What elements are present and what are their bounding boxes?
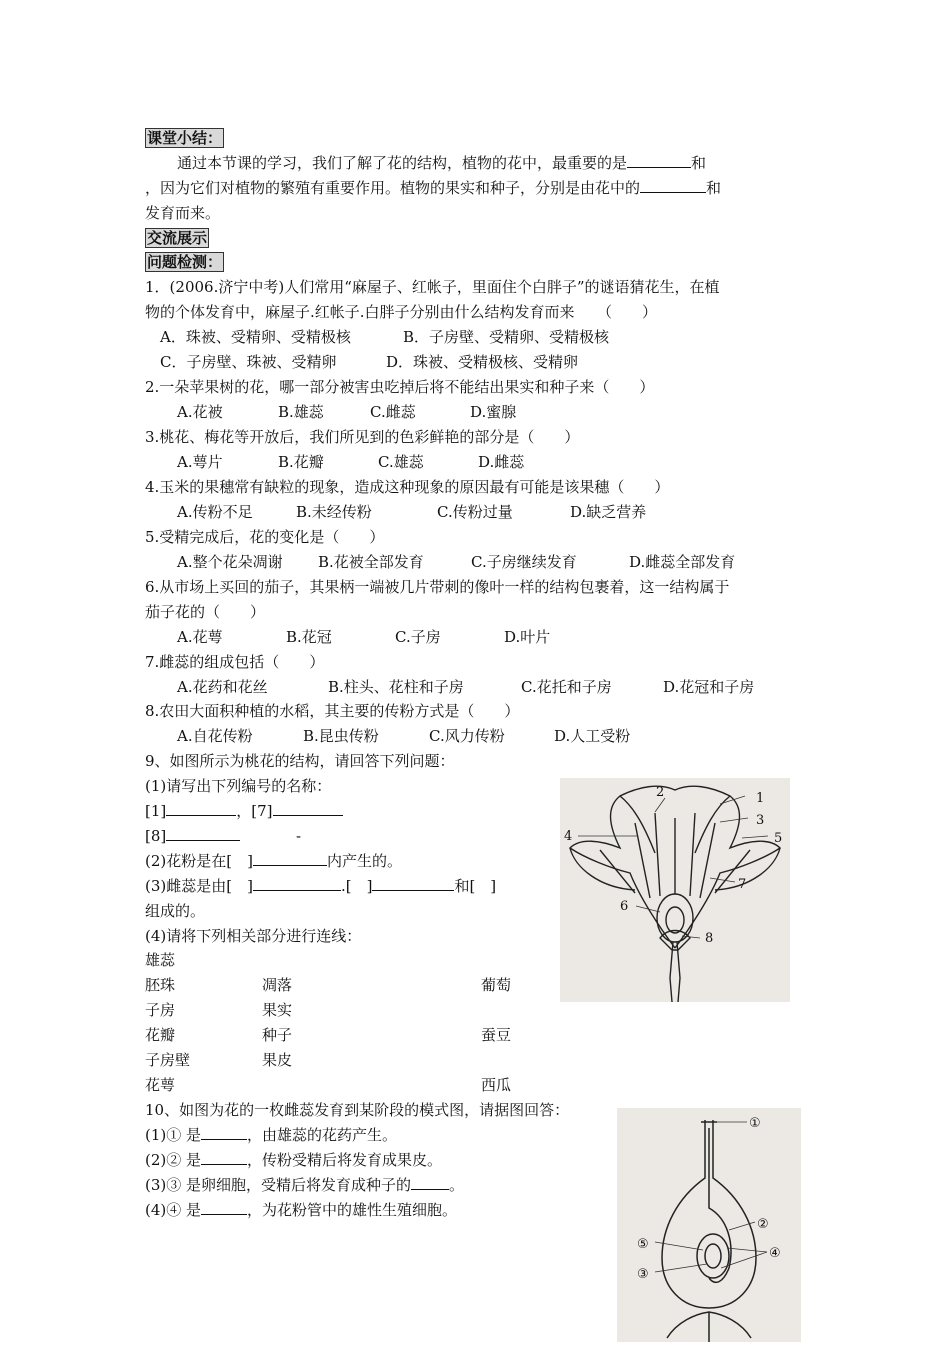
q7-option-b[interactable]: B.柱头、花柱和子房 (328, 678, 464, 696)
q3-stem: 3.桃花、梅花等开放后，我们所见到的色彩鲜艳的部分是（ ） (145, 428, 580, 446)
q7-option-d[interactable]: D.花冠和子房 (663, 678, 755, 696)
q8-option-c[interactable]: C.风力传粉 (429, 727, 505, 745)
q2-option-d[interactable]: D.蜜腺 (470, 403, 517, 421)
q4-stem: 4.玉米的果穗常有缺粒的现象，造成这种现象的原因最有可能是该果穗（ ） (145, 478, 670, 496)
match-right-1[interactable]: 蚕豆 (481, 1026, 512, 1044)
q9-text: 和[ ] (454, 877, 497, 895)
q8-option-a[interactable]: A.自花传粉 (177, 727, 253, 745)
q10-text: (4)④ 是 (145, 1201, 202, 1219)
fig-label: ② (757, 1217, 769, 1232)
match-mid-0[interactable]: 凋落 (262, 976, 293, 994)
q5-option-b[interactable]: B.花被全部发育 (318, 553, 424, 571)
q9-text: 内产生的。 (326, 852, 402, 870)
q9-part1: (1)请写出下列编号的名称： (145, 777, 332, 795)
q9-part1-blanks-a (145, 801, 343, 821)
match-left-3[interactable]: 花瓣 (145, 1026, 176, 1044)
label-ref: [1] (145, 802, 167, 820)
q1-stem-2: 物的个体发育中，麻屋子.红帐子.白胖子分别由什么结构发育而来 （ ） (145, 303, 658, 321)
q8-option-d[interactable]: D.人工受粉 (554, 727, 631, 745)
q1-option-a[interactable]: A．珠被、受精卵、受精极核 (160, 328, 351, 346)
summary-text: ，因为它们对植物的繁殖有重要作用。植物的果实和种子，分别是由花中的 (145, 179, 641, 197)
answer-blank[interactable] (640, 178, 706, 193)
match-left-5[interactable]: 花萼 (145, 1076, 176, 1094)
label-ref: [7] (251, 802, 273, 820)
q10-text: (1)① 是 (145, 1126, 202, 1144)
answer-blank[interactable] (372, 876, 454, 891)
summary-text: 通过本节课的学习，我们了解了花的结构，植物的花中，最重要的是 (177, 154, 628, 172)
match-left-2[interactable]: 子房 (145, 1001, 176, 1019)
q7-option-a[interactable]: A.花药和花丝 (177, 678, 268, 696)
fig-label: 4 (564, 829, 573, 844)
q5-option-a[interactable]: A.整个花朵凋谢 (177, 553, 283, 571)
q10-text: ，由雄蕊的花药产生。 (247, 1126, 398, 1144)
q10-text: (3)③ 是卵细胞，受精后将发育成种子的 (145, 1176, 412, 1194)
q2-option-b[interactable]: B.雄蕊 (278, 403, 324, 421)
q6-stem-2: 茄子花的（ ） (145, 603, 266, 621)
fig-label: 3 (756, 813, 765, 828)
q10-text: ，为花粉管中的雄性生殖细胞。 (247, 1201, 458, 1219)
q10-text: ，传粉受精后将发育成果皮。 (247, 1151, 443, 1169)
label-ref: [8] (145, 827, 167, 845)
summary-line-2 (145, 178, 721, 198)
q9-stem: 9、如图所示为桃花的结构，请回答下列问题： (145, 752, 455, 770)
q2-option-a[interactable]: A.花被 (177, 403, 223, 421)
fig-label: 5 (774, 831, 783, 846)
match-right-0[interactable]: 葡萄 (481, 976, 512, 994)
q10-text: 。 (449, 1176, 465, 1194)
answer-blank[interactable] (166, 801, 236, 816)
q10-part3 (145, 1175, 464, 1195)
pistil-figure (617, 1108, 801, 1342)
q5-stem: 5.受精完成后，花的变化是（ ） (145, 528, 385, 546)
q10-part1 (145, 1125, 397, 1145)
q7-option-c[interactable]: C.花托和子房 (521, 678, 612, 696)
q6-option-b[interactable]: B.花冠 (286, 628, 332, 646)
answer-blank[interactable] (201, 1125, 247, 1140)
q1-option-b[interactable]: B．子房壁、受精卵、受精极核 (403, 328, 610, 346)
q3-option-a[interactable]: A.萼片 (177, 453, 223, 471)
summary-line-3: 发育而来。 (145, 204, 221, 222)
q9-text: .[ ] (340, 877, 373, 895)
q4-option-d[interactable]: D.缺乏营养 (570, 503, 647, 521)
flower-diagram (560, 778, 790, 1002)
q9-part3 (145, 876, 496, 896)
q5-option-d[interactable]: D.雌蕊全部发育 (629, 553, 736, 571)
q4-option-c[interactable]: C.传粉过量 (437, 503, 513, 521)
q8-option-b[interactable]: B.昆虫传粉 (303, 727, 379, 745)
q9-text: (2)花粉是在[ ] (145, 852, 253, 870)
q9-text: (3)雌蕊是由[ ] (145, 877, 253, 895)
q4-option-a[interactable]: A.传粉不足 (177, 503, 253, 521)
test-heading-line (145, 252, 224, 272)
answer-blank[interactable] (201, 1200, 247, 1215)
fig-label: ④ (769, 1246, 781, 1261)
q9-part3-end: 组成的。 (145, 902, 206, 920)
answer-blank[interactable] (411, 1175, 449, 1190)
q9-part4: (4)请将下列相关部分进行连线： (145, 927, 362, 945)
match-mid-3[interactable]: 果皮 (262, 1051, 293, 1069)
match-left-1[interactable]: 胚珠 (145, 976, 176, 994)
answer-blank[interactable] (253, 851, 327, 866)
q10-part2 (145, 1150, 442, 1170)
fig-label: 2 (656, 785, 665, 800)
summary-text: 和 (706, 179, 722, 197)
peach-flower-figure (560, 778, 790, 1002)
summary-text: 和 (691, 154, 707, 172)
q5-option-c[interactable]: C.子房继续发育 (471, 553, 577, 571)
pistil-diagram (617, 1108, 801, 1342)
q6-option-a[interactable]: A.花萼 (177, 628, 223, 646)
answer-blank[interactable] (201, 1150, 247, 1165)
answer-blank[interactable] (166, 826, 240, 841)
fig-label: ① (749, 1116, 761, 1131)
q3-option-c[interactable]: C.雄蕊 (378, 453, 424, 471)
match-left-0[interactable]: 雄蕊 (145, 951, 176, 969)
test-heading: 问题检测： (147, 253, 223, 271)
summary-line-1 (177, 153, 706, 173)
q10-part4 (145, 1200, 457, 1220)
q10-text: (2)② 是 (145, 1151, 202, 1169)
fig-label: ③ (637, 1267, 649, 1282)
q9-part1-blanks-b (145, 826, 240, 846)
q1-stem-1: 1．(2006.济宁中考)人们常用“麻屋子、红帐子，里面住个白胖子”的谜语猜花生，在植 (145, 278, 720, 296)
q6-option-d[interactable]: D.叶片 (504, 628, 551, 646)
q3-option-b[interactable]: B.花瓣 (278, 453, 324, 471)
answer-blank[interactable] (273, 801, 343, 816)
exchange-heading: 交流展示 (147, 229, 208, 247)
summary-heading: 课堂小结： (147, 129, 223, 147)
q2-stem: 2.一朵苹果树的花，哪一部分被害虫吃掉后将不能结出果实和种子来（ ） (145, 378, 655, 396)
match-right-2[interactable]: 西瓜 (481, 1076, 512, 1094)
q8-stem: 8.农田大面积种植的水稻，其主要的传粉方式是（ ） (145, 702, 520, 720)
match-mid-1[interactable]: 果实 (262, 1001, 293, 1019)
match-left-4[interactable]: 子房壁 (145, 1051, 191, 1069)
fig-label: 7 (738, 877, 747, 892)
q10-stem: 10、如图为花的一枚雌蕊发育到某阶段的模式图，请据图回答： (145, 1101, 570, 1119)
q1-option-d[interactable]: D．珠被、受精极核、受精卵 (386, 353, 579, 371)
fig-label: 8 (705, 931, 714, 946)
q4-option-b[interactable]: B.未经传粉 (296, 503, 372, 521)
q1-option-c[interactable]: C．子房壁、珠被、受精卵 (160, 353, 337, 371)
dash-mark: - (296, 827, 302, 845)
q7-stem: 7.雌蕊的组成包括（ ） (145, 653, 325, 671)
answer-blank[interactable] (253, 876, 341, 891)
fig-label: 6 (620, 899, 629, 914)
q3-option-d[interactable]: D.雌蕊 (478, 453, 525, 471)
summary-heading-line (145, 128, 224, 148)
fig-label: ⑤ (637, 1237, 649, 1252)
q9-part2 (145, 851, 402, 871)
exchange-heading-line (145, 228, 209, 248)
q2-option-c[interactable]: C.雌蕊 (370, 403, 416, 421)
separator: ， (236, 802, 252, 820)
answer-blank[interactable] (627, 153, 691, 168)
fig-label: 1 (756, 791, 765, 806)
q6-option-c[interactable]: C.子房 (395, 628, 441, 646)
match-mid-2[interactable]: 种子 (262, 1026, 293, 1044)
q6-stem-1: 6.从市场上买回的茄子，其果柄一端被几片带刺的像叶一样的结构包裹着，这一结构属于 (145, 578, 730, 596)
